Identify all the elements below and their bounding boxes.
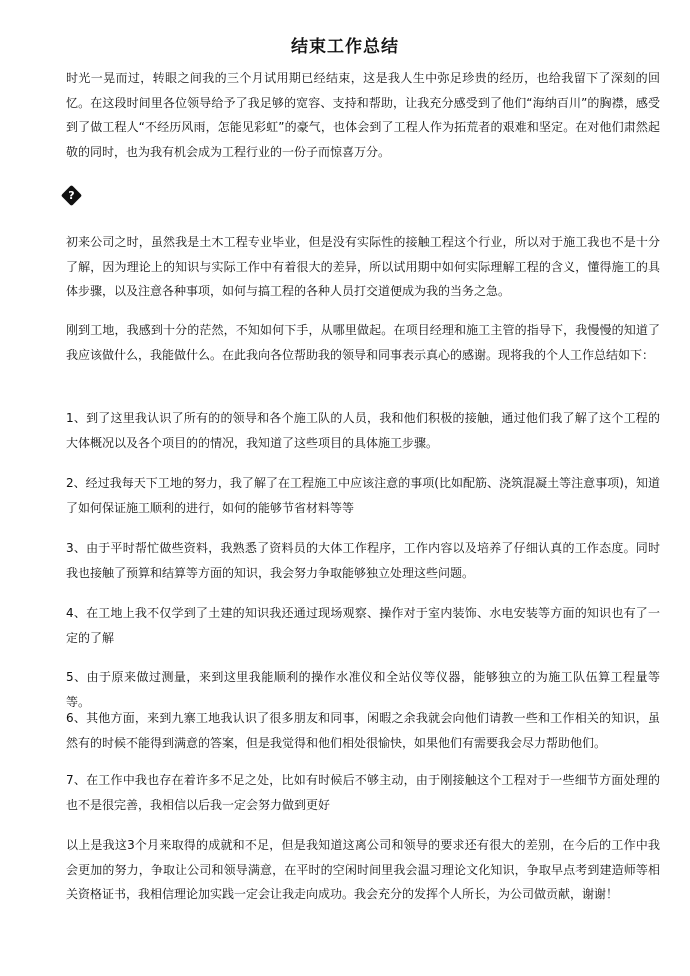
- paragraph-item-5: 5、由于原来做过测量，来到这里我能顺利的操作水准仪和全站仪等仪器，能够独立的为施工队伍算工程量等等。: [66, 670, 660, 709]
- paragraph-item-1: 1、到了这里我认识了所有的的领导和各个施工队的人员，我和他们积极的接触，通过他们我了解了这个工程的大体概况以及各个项目的的情况，我知道了这些项目的具体施工步骤。: [66, 411, 660, 450]
- paragraph-intro: 时光一晃而过，转眼之间我的三个月试用期已经结束，这是我人生中弥足珍贵的经历，也给我留下了深刻的回忆。在这段时间里各位领导给予了我足够的宽容、支持和帮助，让我充分感受到了他们“海纳百川”的胸襟，感受到了做工程人“不经历风雨，怎能见彩虹”的豪气，也体会到了工程人作为拓荒者的艰难和坚定。在对他们肃然起敬的同时，也为我有机会成为工程行业的一份子而惊喜万分。: [66, 71, 660, 159]
- paragraph-item-4: 4、在工地上我不仅学到了土建的知识我还通过现场观察、操作对于室内装饰、水电安装等方面的知识也有了一定的了解: [66, 606, 660, 645]
- paragraph-item-3: 3、由于平时帮忙做些资料，我熟悉了资料员的大体工作程序，工作内容以及培养了仔细认真的工作态度。同时我也接触了预算和结算等方面的知识，我会努力争取能够独立处理这些问题。: [66, 541, 660, 580]
- paragraph-item-7: 7、在工作中我也存在着许多不足之处，比如有时候后不够主动，由于刚接触这个工程对于一些细节方面处理的也不是很完善，我相信以后我一定会努力做到更好: [66, 773, 660, 812]
- paragraph-start: 初来公司之时，虽然我是土木工程专业毕业，但是没有实际性的接触工程这个行业，所以对于施工我也不是十分了解，因为理论上的知识与实际工作中有着很大的差异，所以试用期中如何实际理解工程的含义，懂得施工的具体步骤，以及注意各种事项，如何与搞工程的各种人员打交道便成为我的当务之急。: [66, 235, 660, 298]
- replacement-glyph-icon: [61, 185, 82, 206]
- paragraph-item-6: 6、其他方面，来到九寨工地我认识了很多朋友和同事，闲暇之余我就会向他们请教一些和工作相关的知识，虽然有的时候不能得到满意的答案，但是我觉得和他们相处很愉快，如果他们有需要我会尽力帮助他们。: [66, 711, 660, 750]
- paragraph-arrival: 刚到工地，我感到十分的茫然，不知如何下手，从哪里做起。在项目经理和施工主管的指导下，我慢慢的知道了我应该做什么，我能做什么。在此我向各位帮助我的领导和同事表示真心的感谢。现将我的个人工作总结如下：: [66, 323, 660, 362]
- document-title: 结束工作总结: [291, 37, 399, 57]
- paragraph-conclusion: 以上是我这3个月来取得的成就和不足，但是我知道这离公司和领导的要求还有很大的差别，在今后的工作中我会更加的努力，争取让公司和领导满意，在平时的空闲时间里我会温习理论文化知识，争取早点考到建造师等相关资格证书，我相信理论加实践一定会让我走向成功。我会充分的发挥个人所长，为公司做贡献，谢谢！: [66, 838, 660, 901]
- replacement-glyph-mark: ?: [68, 189, 75, 202]
- paragraph-item-2: 2、经过我每天下工地的努力，我了解了在工程施工中应该注意的事项(比如配筋、浇筑混凝土等注意事项)，知道了如何保证施工顺利的进行，如何的能够节省材料等等: [66, 476, 660, 515]
